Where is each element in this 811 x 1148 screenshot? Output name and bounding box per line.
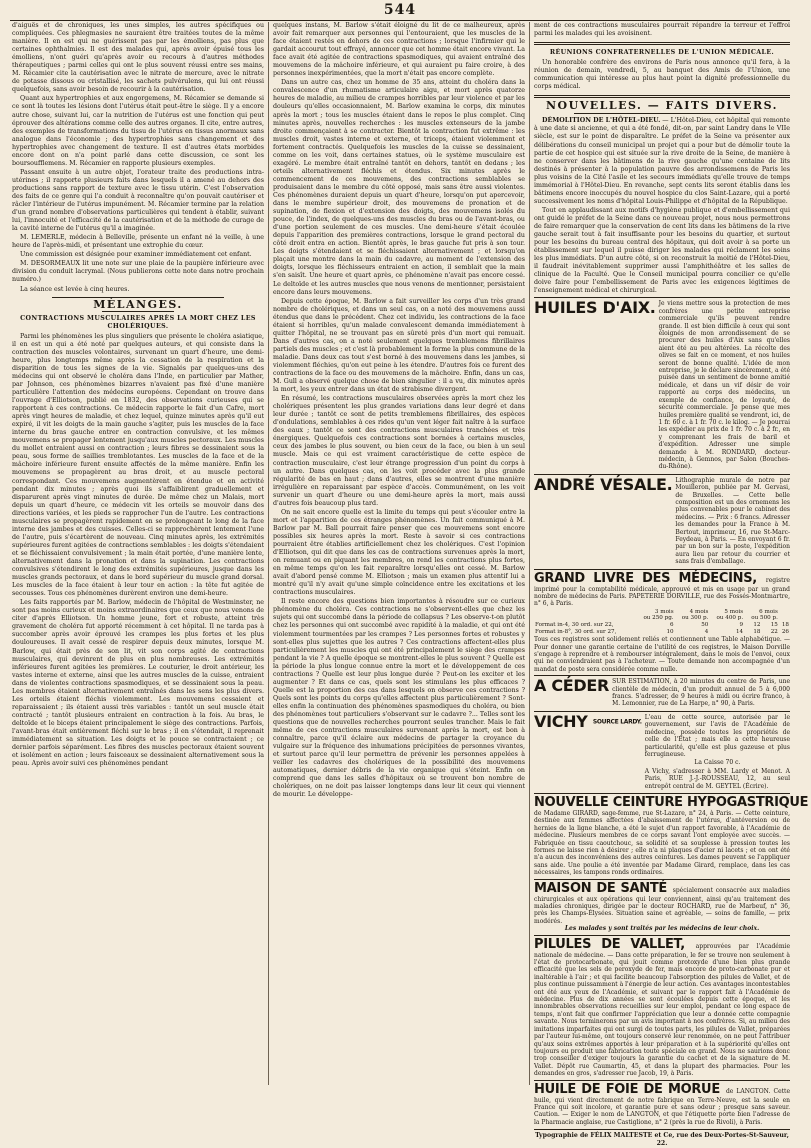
ad-headline: A CÉDER <box>534 676 610 696</box>
ad-text: Tous ces registres sont solidement reliés et contiennent une Table alphabétique. — Pour donner une garantie certaine de l'utilité de ces registres, le Maison Dorville s'engage à reprendre et à rembourser intégralement, dans le mois de l'envoi, ceux qui ne conviendraient pas à l'acheteur. — Toute demande non accompagnée d'un mandat de poste sera considérée comme nulle. <box>534 636 790 673</box>
paragraph: Tout en applaudissant aux motifs d'hygiène publique et d'embellissement qui ont guidé le préfet de la Seine dans ce nouveau projet, nous nous permettrons de faire remarquer que la conservation de cent lits dans les bâtimens de la rive gauche serait tout à fait insuffisante pour les besoins du quartier, et surtout pour les besoins du bureau central des hôpitaux, qui doit avoir à sa porte un établissement sur lequel il puisse diriger les malades qui réclament les soins les plus immédiats. D'un autre côté, si on reconstruit la moitié de l'Hôtel-Dieu, il faudrait inévitablement supprimer aussi l'amphithéâtre et les salles de clinique de la Faculté. Que le Conseil municipal pourra concilier ce qu'elle doive faire pour l'embellissement de Paris avec les exigences légitimes de l'enseignement médical et chirurgical. <box>534 206 790 295</box>
ad-headline: GRAND LIVRE DES MÉDECINS, <box>534 570 757 586</box>
paragraph: ment de ces contractions musculaires pourrait répandre la terreur et l'effroi parmi les malades qui les avoisinent. <box>534 22 790 38</box>
paragraph: On ne sait encore quelle est la limite du temps qui peut s'écouler entre la mort et l'apparition de ces étranges phénomènes. Un fait communiqué à M. Barlow par M. Ball pourrait faire penser que ces mouvemens sont encore possibles six heures après la mort. Reste à savoir si ces contractions pourraient être établies artificiellement chez les cholériques. C'est l'opinion d'Elliotson, qui dit que dans les cas de contractions survenues après la mort, on remuant ou en piquant les membres, on rend les contractions plus fortes, en même temps qu'on les fait reparaître lorsqu'elles ont cessé. M. Barlow avait d'abord pensé comme M. Elliotson ; mais un examen plus attentif lui a montré qu'il n'y avait qu'une simple coïncidence entre les excitations et les contractions musculaires. <box>273 508 525 597</box>
paragraph: En résumé, les contractions musculaires observées après la mort chez les cholériques présentent les plus grandes variations dans leur degré et dans leur durée ; tantôt ce sont de petits tremblemens fibrillaires, des espèces d'ondulations, semblables à ces rides qu'un vent léger fait naître à la surface des eaux ; tantôt ce sont des contractions musculaires tranchées et très énergiques. Quelquefois ces contractions sont bornées à certains muscles, ceux des jambes le plus souvent, ou bien ceux de la face, ou bien à un seul muscle. Mais ce qui est vraiment caractéristique de cette espèce de contraction musculaire, c'est leur étrange progression d'un point du corps à un autre. Dans quelques cas, on les voit procéder avec la plus grande régularité de bas en haut ; dans d'autres, elles se montrent d'une manière irrégulière en reparaissant par espèce d'accès. Communément, on les voit survenir un quart d'heure ou une demi-heure après la mort, mais aussi d'autres fois beaucoup plus tard. <box>273 395 525 507</box>
paragraph: Un honorable confrère des environs de Paris nous annonce qu'il fera, à la réunion de demain, vendredi, 5, au banquet des Amis de l'Union, une communication qui intéresse au plus haut point la dignité professionnelle du corps médical. <box>534 59 790 91</box>
column-2 <box>273 22 525 1085</box>
ad-huile-morue <box>534 1080 790 1127</box>
ad-maison-sante <box>534 879 790 933</box>
ad-text: L'eau de cette source, autorisée par le gouvernement, sur l'avis de l'Académie de médecine, possède toutes les propriétés de celle de l'État ; mais elle a cette heureuse particularité, qu'elle est plus gazeuse et plus ferrugineuse. <box>644 713 790 758</box>
header-rule <box>10 20 790 21</box>
printer-footer: Typographie de FÉLIX MALTESTE et Ce, rue des Deux-Portes-St-Sauveur, 22. <box>534 1129 790 1148</box>
session-closing: La séance est levée à cinq heures. <box>20 285 130 293</box>
ad-text: SUR ESTIMATION, à 20 minutes du centre de Paris, une clientèle de médecin, d'un produit annuel de 5 à 6,000 francs. S'adresser, de 9 heures à midi ou écrire franco, à M. Lemonnier, rue de La Harpe, n° 90, à Paris. <box>612 678 790 708</box>
ad-text: de Madame GIRARD, sage-femme, rue St-Lazare, n° 24, à Paris. — Cette ceinture, destinée aux femmes affectées d'abaissement de l'utérus, d'antéversion ou de hernies de la ligne blanche, a été le sujet d'un rapport favorable, à l'Académie de médecine. Plusieurs membres de ce corps savant l'ont employée avec succès. — Fabriquée en tissu caoutchouc, sa solidité et sa souplesse à pression toutes les formes ne laisse rien à désirer ; elle n'a ni plaques d'acier ni lacets ; et on ont été n'a aucun des inconvéniens des autres ceintures. Les dames peuvent se l'appliquer sans aide. Une poulie a été inventée par Madame Girard, remplace, dans les cas nécessaires, les tampons ronds ordinaires. <box>534 809 790 877</box>
column-1 <box>12 22 264 1085</box>
ad-note: Les malades y sont traités par les médecins de leur choix. <box>564 925 760 933</box>
paragraph: quelques instans, M. Barlow s'était éloigné du lit de ce malheureux, après avoir fait remarquer aux personnes qui l'entouraient, que les muscles de la face étaient restés en dehors de ces contractions ; lorsque l'infirmier qui le gardait accourut tout effrayé, annoncer que cet homme était encore vivant. La face avait été agitée de contractions spasmodiques, qui avaient entraîné des mouvemens de la mâchoire inférieure, et qui auraient pu faire croire, à des personnes inexpérimentées, que la mort n'était pas encore complète. <box>273 22 525 78</box>
ad-headline: MAISON DE SANTÉ <box>534 880 668 896</box>
paragraph: Quant aux hypertrophies et aux engorgemens, M. Récamier se demande si ce sont là toutes les lésions dont l'utérus était peut-être le siège. Il y a encore autre chose, suivant lui, car la nutrition de l'utérus est une fonction qui peut éprouver des altérations comme celle des autres organes. Il cite, entre autres, des exemples de transformations du tissu de l'utérus en tissus anormaux sans analogue dans l'économie ; des hypertrophies sans changement et des hypertrophies avec changement de texture. Il est d'autres états morbides encore dont on n'a point parlé dans cette discussion, ce sont les boursoufflemens. M. Récamier en rapporte plusieurs exemples. <box>12 95 264 167</box>
paragraph: Depuis cette époque, M. Barlow a fait surveiller les corps d'un très grand nombre de cholériques, et dans un seul cas, on a noté des mouvemens aussi étendus que dans le précédent. Chez cet individu, les contractions de la face étaient si horribles, qu'un malade convalescent demanda immédiatement à quitter l'hôpital, ne se trouvant pas en sûreté près d'un mort qui remuait. Dans d'autres cas, on a noté seulement quelques tremblemens fibrillaires partiels des muscles ; et c'est là probablement la forme la plus commune de la maladie. Dans deux cas tout s'est borné à des mouvemens dans les jambes, si violemment fléchies, qu'on eut peine à les étendre. D'autres fois ce furent des contractions de la face ou des mouvemens de la mâchoire. Enfin, dans un cas, M. Gull a observé quelque chose de bien singulier : il a vu, dix minutes après la mort, les yeux entrer dans un état de strabisme divergent. <box>273 297 525 394</box>
separator <box>534 95 790 98</box>
paragraph: Il reste encore des questions bien importantes à résoudre sur ce curieux phénomène du choléra. Ces contractions ne s'observent-elles que chez les sujets qui ont succombé dans la période de collapsus ? Les observe-t-on plutôt chez les personnes qui ont succombé avec rapidité à la maladie, et qui ont été violemment tourmentées par les crampes ? Les personnes fortes et robustes y sont-elles plus sujettes que les autres ? Ces contractions affectent-elles plus particulièrement les muscles qui ont été principalement le siège des crampes pendant la vie ? A quelle époque se montrent-elles le plus souvent ? Quelle est la période la plus longue connue entre la mort et le développement de ces contractions ? Quelle est leur plus longue durée ? Peut-on les exciter et les augmenter ? Et dans ce cas, quels sont les stimulans les plus efficaces ? Quelle est la proportion des cas dans lesquels on observe ces contractions ? Quels sont les points du corps qu'elles affectent plus particulièrement ? Sont-elles enfin la continuation des phénomènes spasmodiques du choléra, ou bien des phénomènes tout particuliers s'observant sur le cadavre ?... Telles sont les questions que de nouvelles recherches pourront seules trancher. Mais le fait même de ces contractions musculaires survenant après la mort, est bon à connaître, parce qu'il éclaire aux médecins de partager la croyance du vulgaire sur la fréquence des inhumations précipitées de personnes vivantes, et surtout parce qu'il leur permettra de prévenir les personnes appelées à veiller les cadavres des cholériques de la possibilité des mouvemens automatiques, dernier débris de la vie organique qui s'éteint. Enfin on comprend que dans les salles d'hôpitaux où se trouvent bon nombre de cholériques, on ne doit pas laisser longtemps dans leur lit ceux qui viennent de mourir. Le développe- <box>273 598 525 799</box>
paragraph: Parmi les phénomènes les plus singuliers que présente le choléra asiatique, il en est un qui a été noté par quelques auteurs, et qui consiste dans la contraction des muscles volontaires, survenant un quart d'heure, une demi-heure, plus longtemps même après la cessation de la respiration et la disparition de tous les signes de la vie. Signalés par quelques-uns des médecins qui ont observé le choléra dans l'Inde, en particulier par Mather, par Johnson, ces phénomènes bizarres n'avaient pas fixé d'une manière particulière l'attention des médecins européens. Cependant on trouve dans l'ouvrage d'Elliotson, publié en 1832, des observations curieuses qui se rapportent à ces contractions. Ce médecin rapporte le fait d'un Cafre, mort après vingt heures de maladie, et chez lequel, quinze minutes après qu'il eut expiré, il vit les doigts de la main gauche s'agiter, puis les muscles de la face interne du bras gauche entrer en contraction convulsive, et les mêmes mouvemens se propager lentement jusqu'aux muscles pectoraux. Les muscles du mollet entraient aussi en contraction ; leurs fibres se dessinaient sous la peau, sous forme de saillies tremblotantes. Les muscles de la face et de la mâchoire inférieure furent ensuite affectés de la même manière. Enfin les mouvemens se propagèrent au bras droit, et au muscle pectoral correspondant. Ces mouvemens augmentèrent en étendue et en activité pendant dix minutes ; après quoi ils s'affaiblirent graduellement et disparurent après vingt minutes de durée. De même chez un Malais, mort depuis un quart d'heure, ce médecin vit les orteils se mouvoir dans des directions variées, et les pieds se rapprocher l'un de l'autre. Les contractions musculaires se propagèrent rapidement en se prolongeant le long de la face interne des jambes et des cuisses. Celles-ci se rapprochèrent lentement l'une de l'autre, puis s'écartèrent de nouveau. Cinq minutes après, les extrémités supérieures furent agitées de contractions semblables : les doigts s'étendaient et se fléchissaient convulsivement ; la main était portée, d'une manière lente, alternativement dans la pronation et dans la supination. Les contractions convulsives s'étendirent le long des extrémités supérieures, jusque dans les muscles grands pectoraux, et dans le bord supérieur du muscle grand dorsal. Les muscles de la face étaient à leur tour en action : la tête fut agitée de secousses. Tous ces phénomènes durèrent environ une demi-heure. <box>12 332 264 598</box>
paragraph: M. LEMERLE, médecin à Belleville, présente un enfant né la veille, à une heure de l'après-midi, et présentant une extrophie du cœur. <box>12 234 264 250</box>
ad-andre-vesale <box>534 474 790 567</box>
price-table: 3 mois 4 mois 5 mois 6 mois ou 250 pg. ou 300 p. ou 400 p. ou 500 p. Format in-4, 30 ord. sur 22, 6 50 9 12 15 18 Format in-8°, 30 ord. sur 27, 10 4 14 18 22 26 <box>535 608 789 635</box>
ad-address: A Vichy, s'adresser à MM. Lardy et Menot. A Paris, RUE J.-J.-ROUSSEAU, 12, au seul entrepôt central de M. GEYTEL (Écrire). <box>644 767 790 790</box>
ad-pilules-vallet <box>534 935 790 1078</box>
column-divider <box>529 22 530 1085</box>
table-row: Format in-8°, 30 ord. sur 27, 10 4 14 18 22 26 <box>535 628 789 635</box>
column-3 <box>534 22 809 1148</box>
article-title: CONTRACTIONS MUSCULAIRES APRÈS LA MORT CHEZ LES CHOLÉRIQUES. <box>20 314 256 330</box>
paragraph: M. DESORMEAUX lit une note sur une plaie de la paupière inférieure avec division du conduit lacrymal. (Nous publierons cette note dans notre prochain numéro.) <box>12 260 264 284</box>
ad-text: Lithographie murale de notre par Mouilleron, publiée par M. Gervasi, de Bruxelles. — Cette belle composition est un des ornemens les plus convenables pour le cabinet des médecins. — Prix : 6 francs. Adresser les demandes pour la France à M. Bertout, imprimeur, 16, rue St-Marc-Feydeau, à Paris. — En envoyant 6 fr. par un bon sur la poste, l'expédition aura lieu par retour du courrier et sans frais d'emballage. <box>675 476 790 566</box>
ad-price: La Caisse 70 c. <box>694 759 741 767</box>
ad-vichy <box>534 711 790 791</box>
ad-headline: NOUVELLE CEINTURE HYPOGASTRIQUE <box>534 794 809 810</box>
ad-text: approuvées par l'Académie nationale de médecine. — Dans cette préparation, le fer se trouve non seulement à l'état de protocarbonate, qui jouit comme protoxyde d'une bien plus grande efficacité que les sels de peroxyde de fer, mais encore de proto-carbonate pur et inaltérable à l'air ; et qui facilite beaucoup l'absorption des pilules de Vallet, et de plus continue puissamment à l'énergie de leur action. Ces avantages incontestables ont été aux yeux de l'Académie, et suivant par le rapport fait à l'Académie de médecine. Plus de dix années se sont écoulées depuis cette époque, et les innombrables observations recueillies sur leur emploi, pendant ce long espace de temps, n'ont fait que confirmer l'appréciation que leur a donnée cette compagnie savante. Nous terminerons par un avis important à nos confrères. Si, au milieu des imitations imparfaites qui ont surgi de toutes parts, les pilules de Vallet, préparées par l'auteur lui-même, ont toujours conservé leur renommée, on ne peut l'attribuer qu'aux soins extrêmes apportés à leur préparation et à la supériorité qu'elles ont toujours eu produit une fabrication toute spéciale en grand. Nous ne saurions donc trop conseiller d'exiger toujours la garantie du cachet et de la signature de M. Vallet. Dépôt rue Caumartin, 45, et dans la plupart des pharmacies. Pour les demandes en gros, s'adresser rue Jacob, 19, à Paris. <box>534 942 790 1078</box>
paragraph: d'aiguës et de chroniques, les unes simples, les autres spécifiques ou compliquées. Ces phlegmasies ne sauraient être traitées toutes de la même manière. Il en est qui ne guérissent pas par les émolliens, pas plus que certaines ophthalmies. Il est des malades qui, après avoir épuisé tous les émolliens, n'ont guéri qu'après avoir eu recours à d'autres méthodes thérapeutiques ; parmi celles qui ont le plus souvent réussi entre ses mains, M. Récamier cite la cautérisation avec le nitrate de mercure, avec le nitrate de potasse dissous ou cristallisé, les sachets pulvérulens, qui lui ont réussi quelquefois, sans avoir besoin de recourir à la cautérisation. <box>12 22 264 94</box>
separator <box>534 42 790 45</box>
ad-text: Je viens mettre sous la protection de mes confrères une petite entreprise commerciale qu'ils peuvent rendre grande. Il est bien difficile à ceux qui sont éloignés de mon arrondissement de se procurer des huiles d'Aix sans qu'elles aient été au peu altérées. La récolte des olives se fait en ce moment, et nos huiles seront de bonne qualité. L'idée de mon entreprise, je le déclare sincèrement, a été puisée dans un sentiment de bonne amitié médicale, et dans un vif désir de voir rapporté au corps des médecins, un exemple de confiance, de loyauté, de sécurité commerciale. Je pense que mes huiles première qualité se vendront, ici, de 1 fr. 60 c. à 1 fr. 70 c. le kilog. — Je pourrai les expédier au prix de 1 fr. 70 c. à 2 fr., en y comprenant les frais de baril et d'expédition. Adresser une simple demande à M. RONDARD, docteur-médecin, à Gemnos, par Salon (Bouches-du-Rhône). <box>658 300 790 471</box>
ad-headline: PILULES DE VALLET, <box>534 936 685 952</box>
paragraph: Les faits rapportés par M. Barlow, médecin de l'hôpital de Westminster, ne sont pas moins curieux et moins extraordinaires que ceux que nous venons de citer d'après Elliotson. Un homme jeune, fort et robuste, atteint très gravement de choléra fut apporté récemment à cet hôpital. Il ne tarda pas à succomber après avoir éprouvé les crampes les plus fortes et les plus douloureuses. Il avait cessé de respirer depuis deux minutes, lorsque M. Barlow, qui était près de son lit, vit son corps agité de contractions musculaires, qui devinrent de plus en plus nombreuses. Les extrémités inférieures furent agitées les premières. Le couturier, le droit antérieur, les vastes interne et externe, ainsi que les autres muscles de la cuisse, entraient dans de violentes contractions spasmodiques, et se dessinaient sous la peau. Les membres étaient alternativement entraînés dans les sens les plus divers. Les orteils étaient fléchis violemment. Les mouvemens cessaient et reparaissaient ; ils étaient aussi très variables : tantôt un seul muscle était contracté ; tantôt plusieurs entraient en contraction à la fois. Au bras, le deltoïde et le biceps étaient principalement le siège des contractions. Parfois, l'avant-bras était entièrement fléchi sur le bras ; il en s'étendait, il reprenait immédiatement sa situation. Les doigts et le pouce se contractaient ; ce dernier parfois séparément. Les fibres des muscles pectoraux étaient souvent et isolément en action ; leurs faisceaux se dessinaient alternativement sous la peau. Après avoir suivi ces phénomènes pendant <box>12 599 264 768</box>
ad-text: de LANGTON. Cette huile, qui vient directement de notre fabrique en Terre-Neuve, est la seule en France qui soit incolore, et garantie pure et sans odeur ; presque sans saveur. Caution. — Exiger le nom de LANGTON, et que l'étiquette porte bien l'adresse de la Pharmacie anglaise, rue Castiglione, n° 2 (près la rue de Rivoli), à Paris. <box>534 1087 790 1126</box>
ad-headline: VICHY SOURCE LARDY. <box>534 711 642 731</box>
news-lead: DÉMOLITION DE L'HÔTEL-DIEU. <box>542 117 661 125</box>
page-number: 544 <box>383 2 417 18</box>
paragraph: Une commission est désignée pour examiner immédiatement cet enfant. <box>20 251 252 259</box>
column-divider <box>268 22 269 1085</box>
news-title: NOUVELLES. — FAITS DIVERS. <box>546 99 778 113</box>
ad-headline: HUILE DE FOIE DE MORUE <box>534 1081 720 1097</box>
union-title: RÉUNIONS CONFRATERNELLES DE L'UNION MÉDICALE. <box>549 49 775 57</box>
ad-grand-livre <box>534 569 790 674</box>
paragraph: Passant ensuite à un autre objet, l'orateur traite des productions intra-utérines ; il rapporte plusieurs faits dans lesquels il a amené au dehors des productions sans rapport de texture avec le tissu utérin. C'est l'observation des faits de ce genre qui l'a conduit à reconnaître qu'on pouvait cautériser et râcler l'intérieur de l'utérus impunément. M. Récamier termine par la relation d'un grand nombre d'observations particulières qui tendent à établir, suivant lui, l'innocuité et l'efficacité de la cautérisation et de la méthode de curage de la cavité interne de l'utérus qu'il a imaginée. <box>12 168 264 233</box>
separator <box>102 311 174 312</box>
section-title-melanges: MÉLANGES. <box>93 297 183 311</box>
ad-text: spécialement consacrée aux maladies chirurgicales et aux opérations qui leur conviennent, ainsi qu'au traitement des maladies chroniques, dirigée par le docteur ROCHARD, rue de Marbeuf, n° 36, près les Champs-Élysées. Situation saine et agréable, — soins de famille, — prix modérés. <box>534 886 790 925</box>
ad-headline: HUILES D'AIX. <box>534 298 656 318</box>
ad-headline: ANDRÉ VÉSALE. <box>534 474 673 494</box>
separator <box>574 113 750 114</box>
news-text: — L'Hôtel-Dieu, cet hôpital qui remonte à une date si ancienne, et qui a été fondé, dit-on, par saint Landry dans le VIIe siècle, est sur le point de disparaître. Le préfet de la Seine va présenter aux délibérations du conseil municipal un projet qui a pour but de démolir toute la partie de cet hospice qui est située sur la rive droite de la Seine, de manière à ne conserver dans les bâtimens de la rive gauche qu'une centaine de lits destinés à présenter à la population pauvre des arrondissemens de Paris les plus voisins de la Cité l'asile et les secours immédiats qu'elle trouve de temps immémorial à l'Hôtel-Dieu. En revanche, sept cents lits seront établis dans les bâtimens encore inoccupés du nouvel hospice du clos Saint-Lazare, qui a porté successivement les noms d'hôpital Louis-Philippe et d'hôpital de la République. <box>534 117 790 205</box>
ad-text: registre imprimé pour la comptabilité médicale, approuvé et mis en usage par un grand nombre de médecins de Paris. PAPETERIE DORVILLE, rue des Fossés-Montmartre, n° 6, à Paris. <box>534 576 790 608</box>
ad-huiles-aix <box>534 297 790 471</box>
paragraph: Dans un autre cas, chez un homme de 35 ans, atteint du choléra dans la convalescence d'un rhumatisme articulaire aigu, et mort après quatorze heures de maladie, au milieu de crampes horribles par leur violence et par les douleurs qu'elles occasionnaient, M. Barlow examina le corps, dix minutes après la mort ; tous les muscles étaient dans le repos le plus complet. Cinq minutes après, nouvelles recherches : les muscles extenseurs de la jambe droite commençaient à se contracter. Bientôt la contraction fut extrême : les muscles droit, vastes interne et externe, et triceps, étaient violemment et fortement contractés. Quelquefois les muscles de la cuisse se dessinaient, comme on les voit, dans certaines statues, où le système musculaire est exagéré. Le membre était entraîné tantôt en dehors, tantôt en dedans ; les orteils alternativement fléchis et étendus. Six minutes après le commencement de ces mouvemens, des contractions semblables se produisaient dans le membre du côté opposé, mais sans être aussi violentes. Ces phénomènes duraient depuis un quart d'heure, lorsqu'on put apercevoir, dans le membre supérieur droit, des mouvemens de pronation et de supination, de flexion et d'extension des doigts, des mouvemens isolés du pouce, de l'index, de quelques-uns des muscles du bras ou de l'avant-bras, ou d'une portion seulement de ces muscles. Une demi-heure s'était écoulée depuis l'apparition des premières contractions, lorsque le grand pectoral du côté droit entra en action. Bientôt après, le bras gauche fut pris à son tour. Les doigts s'étendaient et se fléchissaient alternativement ; et lorsqu'on plaçait une montre dans la main du cadavre, au moment de l'extension des doigts, lorsque les fléchisseurs entraient en action, il semblait que la main s'en saisît. Une heure et quart après, ce phénomène n'avait pas encore cessé. Le deltoïde et les autres muscles que nous venons de mentionner, persistaient encore dans leurs mouvemens. <box>273 79 525 296</box>
ad-ceinture <box>534 793 809 877</box>
table-row: Format in-4, 30 ord. sur 22, 6 50 9 12 15 18 <box>535 622 789 629</box>
ad-a-ceder <box>534 675 790 709</box>
